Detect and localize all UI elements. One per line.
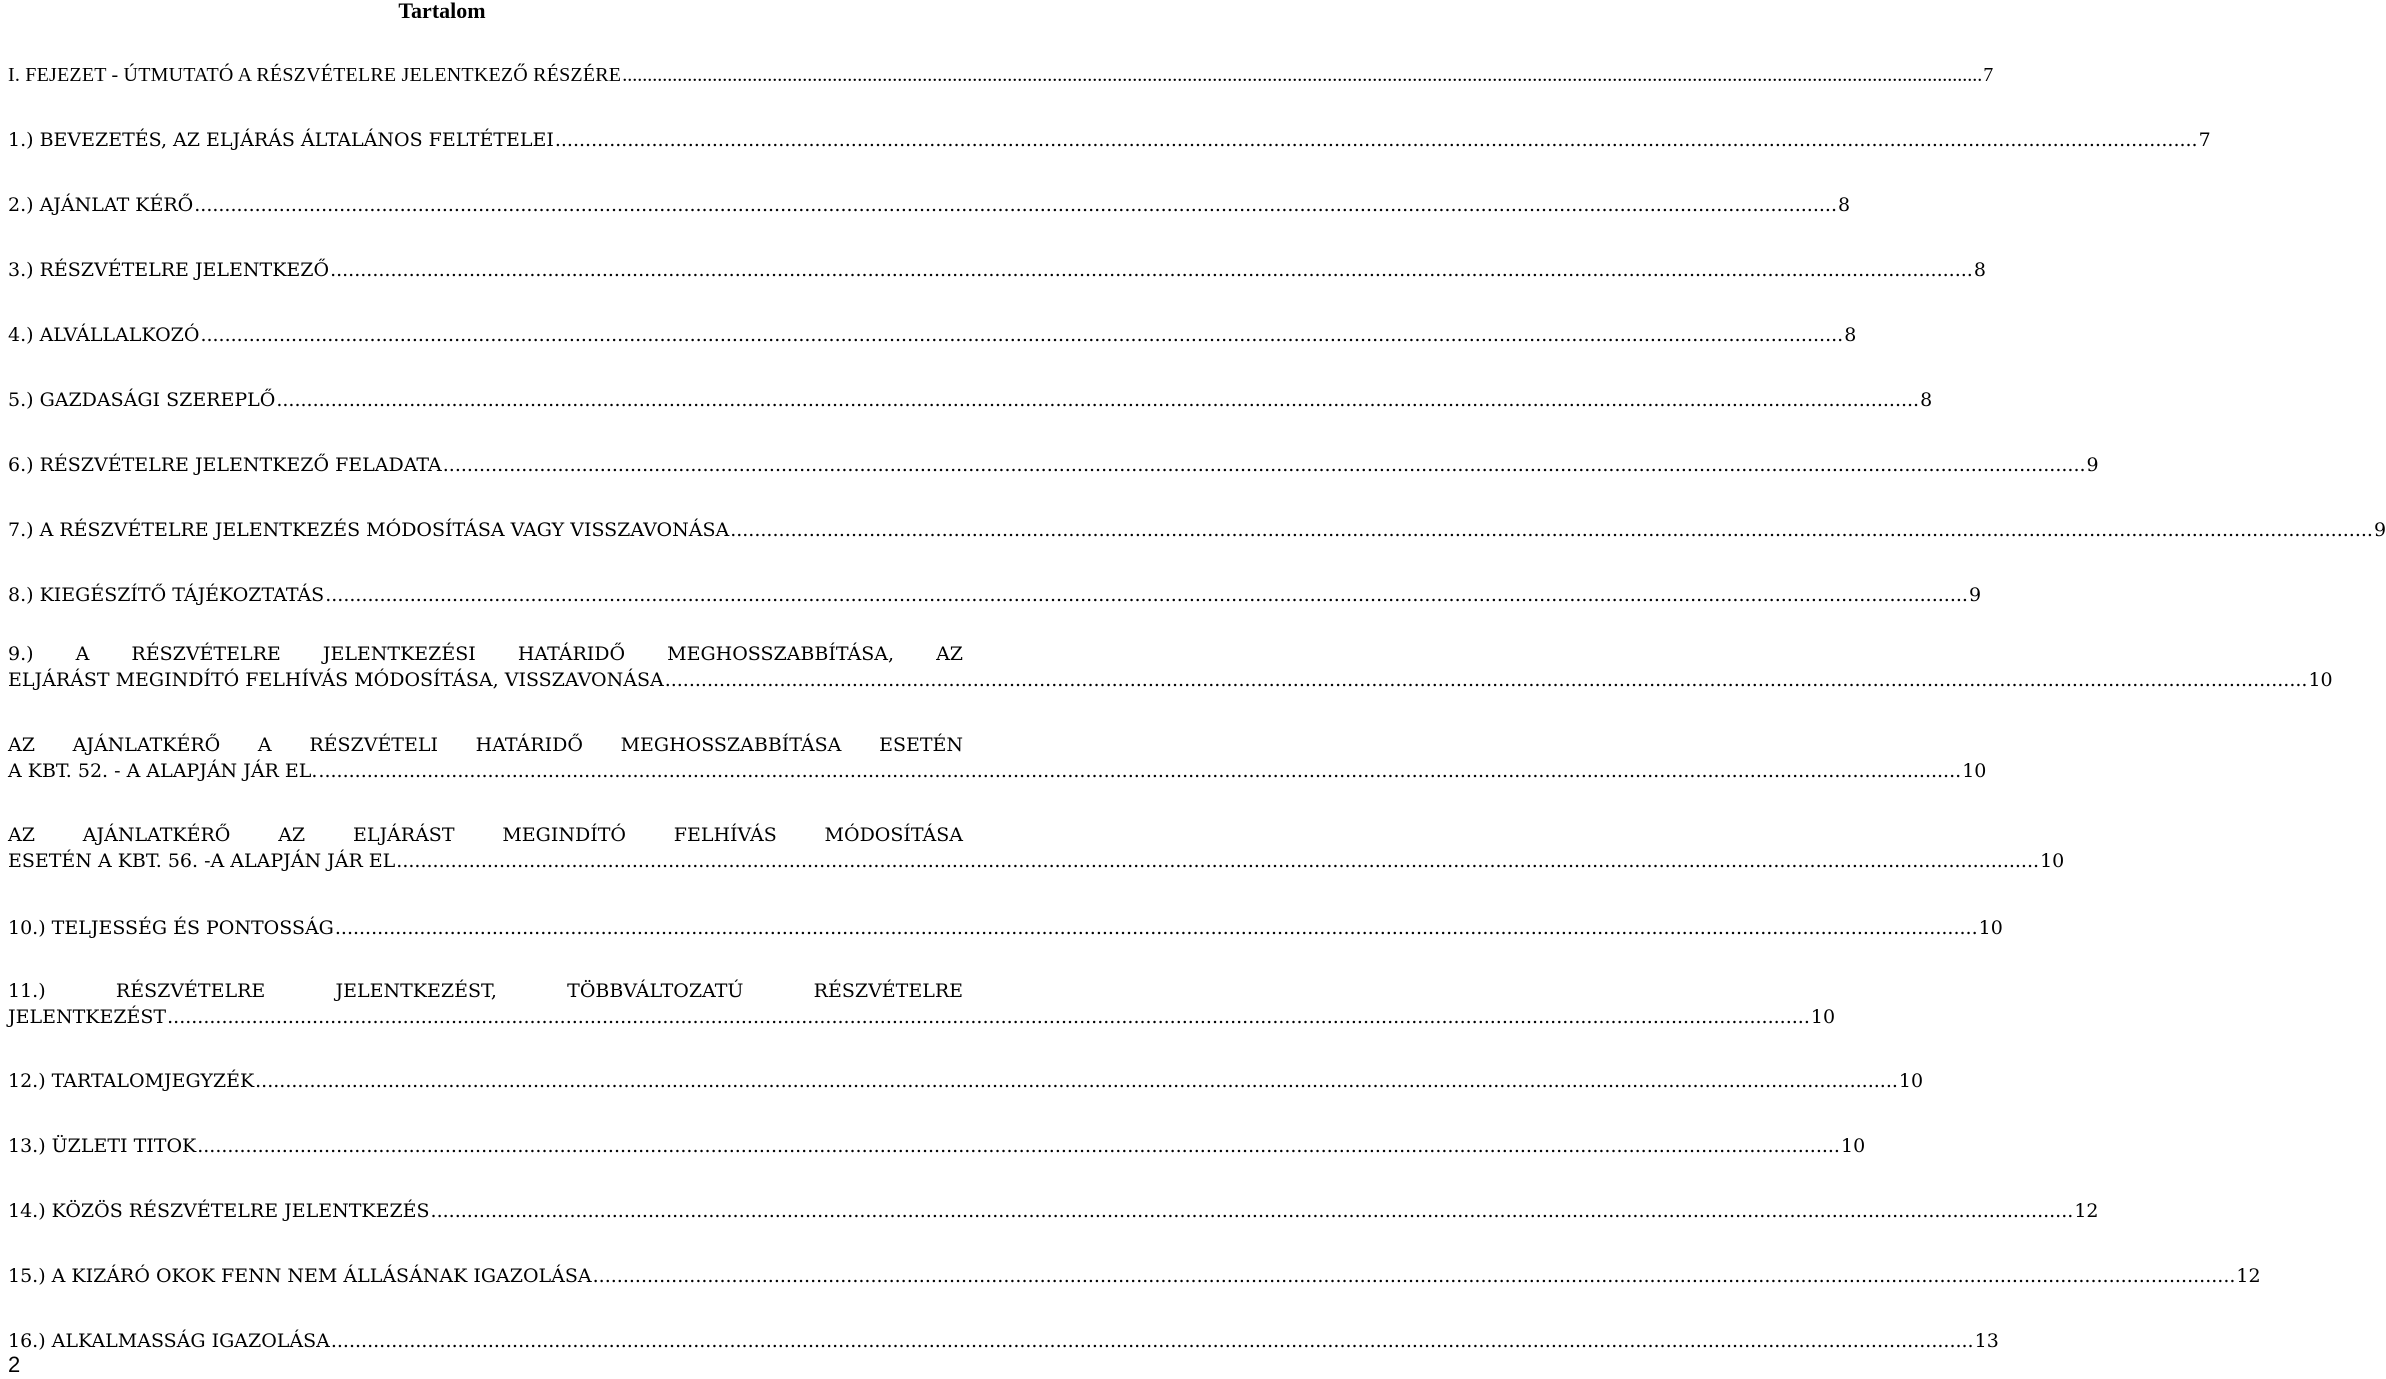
toc-entry-line [8, 322, 1857, 348]
toc-entry[interactable] [8, 582, 1982, 608]
toc-entry-label: 13.) ÜZLETI TITOK [8, 1135, 197, 1157]
toc-entry[interactable] [8, 1133, 1866, 1159]
toc-entry-label: 2.) AJÁNLAT KÉRŐ [8, 194, 194, 216]
toc-entry-line [8, 1133, 1866, 1159]
dot-leader [443, 452, 2086, 478]
toc-entry-page-number: 9 [1968, 584, 1982, 606]
toc-entry[interactable] [8, 732, 1987, 784]
toc-entry-label-line1: AZ AJÁNLATKÉRŐ A RÉSZVÉTELI HATÁRIDŐ MEGHOSSZABBÍTÁSA ESETÉN [8, 734, 963, 756]
dot-leader [331, 1328, 1974, 1354]
toc-entry[interactable] [8, 517, 2386, 543]
dot-leader [396, 848, 2039, 874]
toc-entry[interactable] [8, 322, 1857, 348]
toc-entry-page-number: 8 [1920, 389, 1933, 411]
toc-entry-page-number: 12 [2236, 1265, 2261, 1287]
toc-entry[interactable] [8, 1263, 2261, 1289]
toc-entry-label: 10.) TELJESSÉG ÉS PONTOSSÁG [8, 917, 334, 939]
toc-entry-page-number: 10 [2308, 669, 2333, 691]
toc-entry-line [8, 1263, 2261, 1289]
toc-entry[interactable] [8, 1328, 1999, 1354]
dot-leader [593, 1263, 2236, 1289]
toc-entry-line [8, 1068, 1924, 1094]
toc-entry-label: 12.) TARTALOMJEGYZÉK [8, 1070, 255, 1092]
toc-entry-page-number: 7 [1983, 64, 1994, 86]
toc-entry-label: 3.) RÉSZVÉTELRE JELENTKEZŐ [8, 259, 330, 281]
dot-leader [330, 257, 1973, 283]
dot-leader [197, 1133, 1840, 1159]
toc-entry-page-number: 10 [2040, 850, 2065, 872]
toc-entry[interactable] [8, 192, 1851, 218]
toc-entry-label-line1: 9.) A RÉSZVÉTELRE JELENTKEZÉSI HATÁRIDŐ MEGHOSSZABBÍTÁSA, AZ [8, 643, 963, 665]
toc-entry-label: JELENTKEZÉST [8, 1006, 167, 1028]
toc-entry-label: I. FEJEZET - ÚTMUTATÓ A RÉSZVÉTELRE JELENTKEZŐ RÉSZÉRE [8, 64, 622, 86]
toc-entry-line [8, 257, 1986, 283]
toc-entry-line [8, 915, 2003, 941]
dot-leader [200, 322, 1843, 348]
toc-entry-label: 1.) BEVEZETÉS, AZ ELJÁRÁS ÁLTALÁNOS FELTÉTELEI [8, 129, 554, 151]
toc-entry-page-number: 10 [1962, 760, 1987, 782]
toc-entry[interactable] [8, 1068, 1924, 1094]
toc-entry-label: 8.) KIEGÉSZÍTŐ TÁJÉKOZTATÁS [8, 584, 325, 606]
toc-entry-page-number: 10 [1840, 1135, 1866, 1157]
dot-leader [622, 62, 1982, 88]
dot-leader [167, 1004, 1810, 1030]
toc-entry-page-number: 8 [1973, 259, 1986, 281]
dot-leader [194, 192, 1837, 218]
toc-entry-line [8, 452, 2099, 478]
toc-entry-label-line1: 11.) RÉSZVÉTELRE JELENTKEZÉST, TÖBBVÁLTOZATÚ RÉSZVÉTELRE [8, 980, 963, 1002]
toc-entry-line [8, 667, 2333, 693]
toc-entry-label: 14.) KÖZÖS RÉSZVÉTELRE JELENTKEZÉS [8, 1200, 430, 1222]
dot-leader [335, 915, 1978, 941]
toc-entry[interactable] [8, 387, 1933, 413]
toc-entry-label: 7.) A RÉSZVÉTELRE JELENTKEZÉS MÓDOSÍTÁSA VAGY VISSZAVONÁSA [8, 519, 730, 541]
toc-entry-label: ESETÉN A KBT. 56. -A ALAPJÁN JÁR EL [8, 850, 396, 872]
dot-leader [255, 1068, 1898, 1094]
toc-entry[interactable] [8, 62, 1994, 88]
toc-entry-page-number: 13 [1974, 1330, 1999, 1352]
dot-leader [730, 517, 2373, 543]
toc-entry[interactable] [8, 915, 2003, 941]
toc-entry-line [8, 517, 2386, 543]
toc-entry-label: ELJÁRÁST MEGINDÍTÓ FELHÍVÁS MÓDOSÍTÁSA, VISSZAVONÁSA [8, 669, 664, 691]
toc-entry-line [8, 1004, 1836, 1030]
toc-entry-label: 5.) GAZDASÁGI SZEREPLŐ [8, 389, 276, 411]
page-number: 2 [8, 1352, 21, 1377]
toc-entry[interactable] [8, 257, 1986, 283]
dot-leader [665, 667, 2308, 693]
toc-entry-page-number: 9 [2086, 454, 2099, 476]
toc-entry-label: A KBT. 52. - A ALAPJÁN JÁR EL. [8, 760, 318, 782]
toc-entry-line [8, 582, 1982, 608]
toc-entry-label: 4.) ALVÁLLALKOZÓ [8, 324, 200, 346]
dot-leader [318, 758, 1961, 784]
toc-entry-line [8, 62, 1994, 88]
toc-entry-page-number: 8 [1838, 194, 1851, 216]
toc-entry-page-number: 10 [1898, 1070, 1924, 1092]
toc-entry-line [8, 758, 1987, 784]
dot-leader [555, 127, 2198, 153]
toc-entry-page-number: 8 [1844, 324, 1857, 346]
toc-entry-page-number: 10 [1978, 917, 2003, 939]
toc-entry-line [8, 192, 1851, 218]
toc-entry-line [8, 387, 1933, 413]
document-title: Tartalom [398, 0, 486, 23]
toc-entry-label-line1: AZ AJÁNLATKÉRŐ AZ ELJÁRÁST MEGINDÍTÓ FELHÍVÁS MÓDOSÍTÁSA [8, 824, 963, 846]
dot-leader [276, 387, 1919, 413]
toc-entry-page-number: 12 [2074, 1200, 2099, 1222]
toc-entry-line [8, 848, 2065, 874]
dot-leader [431, 1198, 2074, 1224]
toc-entry[interactable] [8, 978, 1836, 1030]
toc-entry-line [8, 127, 2211, 153]
toc-entry-label: 15.) A KIZÁRÓ OKOK FENN NEM ÁLLÁSÁNAK IGAZOLÁSA [8, 1265, 592, 1287]
toc-entry-page-number: 9 [2373, 519, 2386, 541]
toc-entry[interactable] [8, 452, 2099, 478]
dot-leader [325, 582, 1968, 608]
toc-entry[interactable] [8, 1198, 2099, 1224]
toc-entry-line [8, 1198, 2099, 1224]
toc-entry-label: 6.) RÉSZVÉTELRE JELENTKEZŐ FELADATA [8, 454, 442, 476]
toc-entry-label: 16.) ALKALMASSÁG IGAZOLÁSA [8, 1330, 330, 1352]
toc-entry[interactable] [8, 127, 2211, 153]
toc-entry-line [8, 1328, 1999, 1354]
toc-entry[interactable] [8, 641, 2333, 693]
toc-entry[interactable] [8, 822, 2065, 874]
toc-entry-page-number: 7 [2198, 129, 2211, 151]
toc-entry-page-number: 10 [1810, 1006, 1836, 1028]
